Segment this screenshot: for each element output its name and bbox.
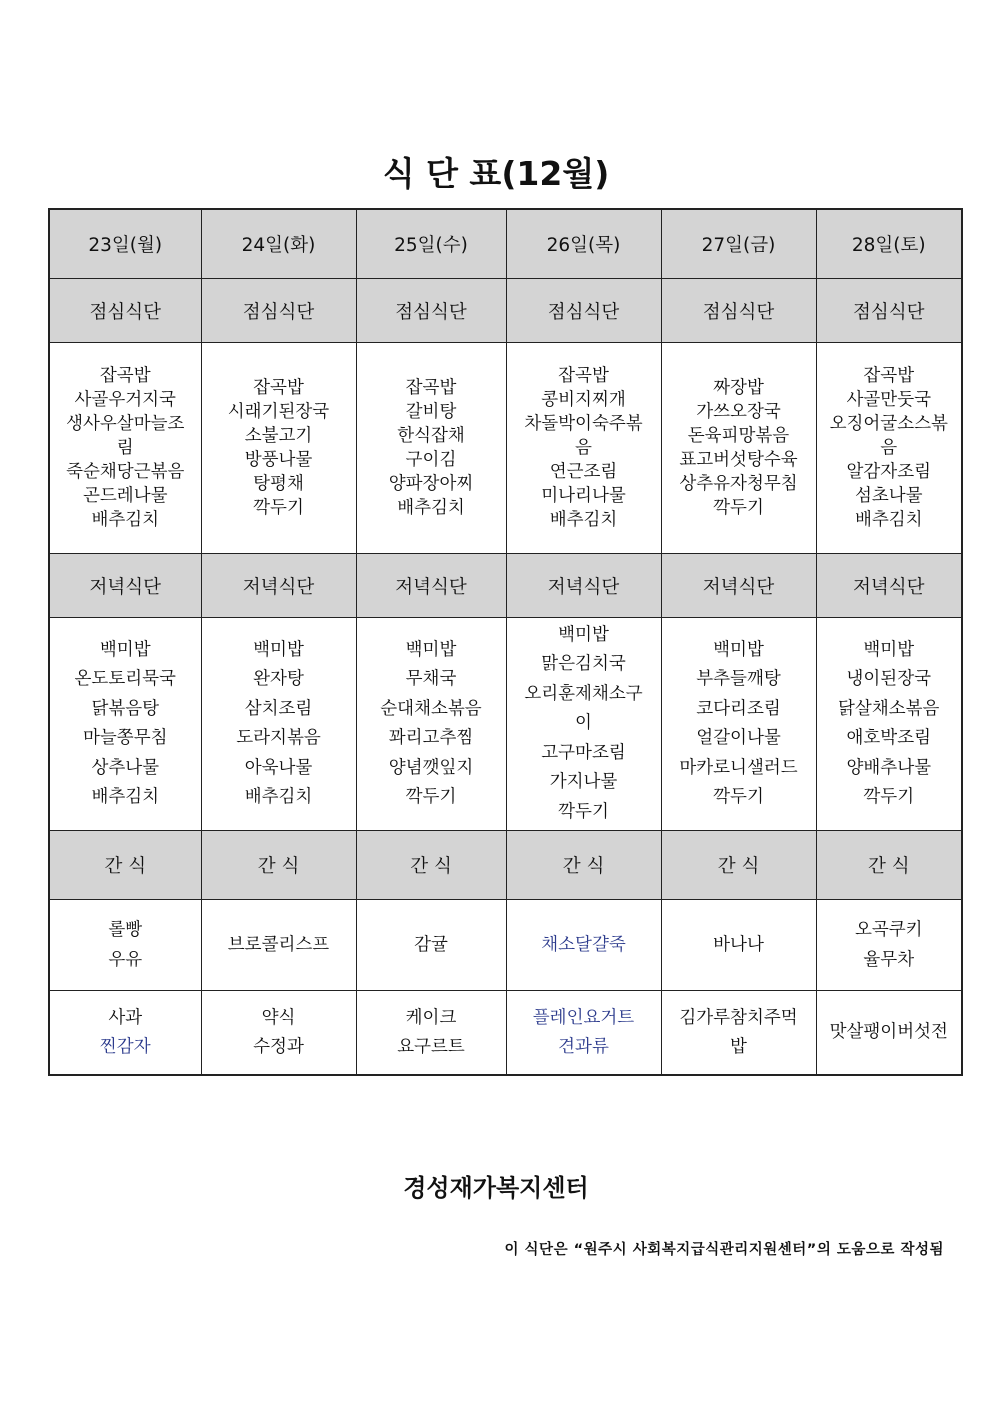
lunch-label: 점심식단 bbox=[201, 279, 356, 343]
menu-item: 김가루참치주먹 bbox=[679, 1007, 798, 1028]
menu-item: 배추김치 bbox=[549, 510, 618, 530]
menu-item: 곤드레나물 bbox=[82, 486, 168, 506]
menu-item: 백미밥 bbox=[405, 639, 457, 660]
page-title: 식 단 표(12월) bbox=[382, 154, 610, 193]
menu-item: 마늘쫑무침 bbox=[82, 728, 168, 748]
snack-row-2 bbox=[49, 991, 962, 1076]
menu-item: 잡곡밥 bbox=[99, 366, 151, 386]
snack-cell bbox=[49, 900, 201, 991]
menu-item: 코다리조림 bbox=[696, 698, 781, 719]
menu-table bbox=[48, 208, 963, 1076]
snack-cell bbox=[201, 900, 356, 991]
menu-item: 밥 bbox=[730, 1036, 747, 1057]
menu-item: 배추김치 bbox=[397, 498, 465, 518]
lunch-label: 점심식단 bbox=[816, 279, 962, 343]
menu-item: 깍두기 bbox=[863, 787, 915, 807]
snack-label: 간 식 bbox=[356, 831, 506, 900]
footnote: 이 식단은 “원주시 사회복지급식관리지원센터”의 도움으로 작성됨 bbox=[504, 1242, 944, 1258]
menu-item: 배추김치 bbox=[91, 510, 160, 530]
menu-item: 배추김치 bbox=[244, 787, 313, 807]
menu-item: 방풍나물 bbox=[244, 450, 313, 470]
menu-item: 아욱나물 bbox=[244, 757, 313, 778]
menu-item: 잡곡밥 bbox=[405, 378, 457, 398]
snack-cell bbox=[356, 900, 506, 991]
menu-item: 배추김치 bbox=[854, 510, 923, 530]
menu-item: 깍두기 bbox=[253, 498, 304, 518]
menu-item: 맛살팽이버섯전 bbox=[829, 1022, 948, 1042]
menu-item: 닭볶음탕 bbox=[91, 698, 160, 719]
snack-cell bbox=[49, 991, 201, 1076]
menu-item: 탕평채 bbox=[253, 474, 304, 494]
dinner-cell bbox=[356, 618, 506, 831]
menu-item: 가쓰오장국 bbox=[696, 402, 781, 422]
menu-item: 구이김 bbox=[405, 450, 457, 470]
menu-item: 오리훈제채소구 bbox=[524, 683, 643, 704]
menu-item: 사골만둣국 bbox=[846, 390, 932, 410]
day-header-row bbox=[49, 209, 962, 279]
dinner-label: 저녁식단 bbox=[201, 554, 356, 618]
snack-label: 간 식 bbox=[201, 831, 356, 900]
menu-item: 견과류 bbox=[558, 1036, 609, 1057]
lunch-cell bbox=[816, 343, 962, 554]
menu-item: 시래기된장국 bbox=[227, 402, 330, 422]
menu-item: 사골우거지국 bbox=[74, 390, 176, 410]
menu-item: 애호박조림 bbox=[846, 728, 932, 748]
menu-item: 한식잡채 bbox=[397, 426, 465, 446]
menu-item: 잡곡밥 bbox=[253, 378, 304, 398]
snack-cell bbox=[356, 991, 506, 1076]
lunch-label: 점심식단 bbox=[661, 279, 816, 343]
day-header: 28일(토) bbox=[816, 209, 962, 279]
dinner-label-row bbox=[49, 554, 962, 618]
snack-label: 간 식 bbox=[661, 831, 816, 900]
menu-item: 브로콜리스프 bbox=[227, 935, 330, 955]
menu-item: 양파장아찌 bbox=[388, 474, 474, 494]
menu-item: 깍두기 bbox=[713, 498, 764, 518]
menu-item: 잡곡밥 bbox=[558, 366, 609, 386]
snack-cell bbox=[661, 991, 816, 1076]
menu-item: 얼갈이나물 bbox=[696, 728, 781, 748]
center-name: 경성재가복지센터 bbox=[403, 1174, 589, 1202]
dinner-label: 저녁식단 bbox=[816, 554, 962, 618]
menu-item: 깍두기 bbox=[558, 801, 609, 822]
day-header: 26일(목) bbox=[506, 209, 661, 279]
menu-item: 율무차 bbox=[863, 950, 915, 970]
snack-cell bbox=[506, 900, 661, 991]
menu-item: 오곡쿠키 bbox=[854, 920, 923, 940]
lunch-label: 점심식단 bbox=[506, 279, 661, 343]
snack-cell bbox=[506, 991, 661, 1076]
dinner-label: 저녁식단 bbox=[661, 554, 816, 618]
menu-item: 차돌박이숙주볶 bbox=[524, 414, 643, 434]
lunch-cell bbox=[201, 343, 356, 554]
dinner-cell bbox=[49, 618, 201, 831]
day-header: 25일(수) bbox=[356, 209, 506, 279]
menu-item: 백미밥 bbox=[99, 639, 151, 660]
lunch-cell bbox=[506, 343, 661, 554]
menu-item: 마카로니샐러드 bbox=[679, 757, 798, 778]
menu-item: 가지나물 bbox=[549, 772, 618, 793]
menu-item: 짜장밥 bbox=[713, 378, 764, 398]
menu-item: 우유 bbox=[108, 950, 143, 970]
menu-item: 완자탕 bbox=[253, 669, 304, 689]
menu-item: 양배추나물 bbox=[846, 757, 932, 778]
day-header: 24일(화) bbox=[201, 209, 356, 279]
menu-item: 고구마조림 bbox=[541, 742, 626, 763]
snack-label: 간 식 bbox=[506, 831, 661, 900]
menu-item: 바나나 bbox=[713, 935, 764, 955]
snack-label: 간 식 bbox=[816, 831, 962, 900]
menu-item: 백미밥 bbox=[713, 639, 764, 660]
dinner-label: 저녁식단 bbox=[49, 554, 201, 618]
menu-item: 수정과 bbox=[253, 1036, 304, 1057]
day-header: 27일(금) bbox=[661, 209, 816, 279]
menu-item: 감귤 bbox=[414, 935, 448, 955]
snack-label: 간 식 bbox=[49, 831, 201, 900]
menu-item: 미나리나물 bbox=[541, 486, 626, 506]
lunch-label: 점심식단 bbox=[49, 279, 201, 343]
dinner-cell bbox=[506, 618, 661, 831]
snack-cell bbox=[201, 991, 356, 1076]
menu-item: 요구르트 bbox=[397, 1036, 465, 1057]
menu-item: 순대채소볶음 bbox=[380, 698, 482, 719]
menu-item: 표고버섯탕수육 bbox=[679, 450, 798, 470]
menu-item: 림 bbox=[116, 438, 134, 458]
dinner-label: 저녁식단 bbox=[506, 554, 661, 618]
menu-item: 냉이된장국 bbox=[846, 669, 932, 689]
menu-item: 연근조림 bbox=[549, 462, 618, 482]
menu-item: 꽈리고추찜 bbox=[388, 728, 474, 748]
dinner-cell bbox=[661, 618, 816, 831]
menu-item: 죽순채당근볶음 bbox=[66, 462, 185, 482]
menu-item: 깍두기 bbox=[713, 787, 764, 807]
menu-item: 닭살채소볶음 bbox=[838, 698, 940, 719]
lunch-cell bbox=[661, 343, 816, 554]
menu-item: 상추나물 bbox=[91, 757, 160, 778]
menu-item: 채소달걀죽 bbox=[541, 935, 626, 955]
menu-item: 온도토리묵국 bbox=[74, 669, 176, 689]
snack-cell bbox=[661, 900, 816, 991]
lunch-label: 점심식단 bbox=[356, 279, 506, 343]
lunch-row bbox=[49, 343, 962, 554]
menu-item: 찐감자 bbox=[99, 1036, 151, 1057]
lunch-cell bbox=[49, 343, 201, 554]
menu-item: 오징어굴소스볶 bbox=[829, 414, 948, 434]
menu-item: 삼치조림 bbox=[244, 698, 313, 719]
menu-item: 소불고기 bbox=[244, 426, 313, 446]
lunch-label-row bbox=[49, 279, 962, 343]
menu-item: 상추유자청무침 bbox=[679, 474, 798, 494]
menu-item: 생사우살마늘조 bbox=[66, 414, 185, 434]
menu-item: 음 bbox=[575, 438, 592, 458]
menu-item: 부추들깨탕 bbox=[696, 669, 781, 689]
dinner-row bbox=[49, 618, 962, 831]
menu-item: 잡곡밥 bbox=[863, 366, 915, 386]
snack-label-row bbox=[49, 831, 962, 900]
menu-item: 갈비탕 bbox=[405, 402, 457, 422]
menu-item: 플레인요거트 bbox=[532, 1007, 635, 1028]
menu-item: 돈육피망볶음 bbox=[687, 426, 790, 446]
menu-item: 섬초나물 bbox=[854, 486, 923, 506]
menu-item: 백미밥 bbox=[863, 639, 915, 660]
dinner-cell bbox=[816, 618, 962, 831]
menu-item: 배추김치 bbox=[91, 787, 160, 807]
menu-item: 백미밥 bbox=[253, 639, 304, 660]
menu-item: 무채국 bbox=[405, 669, 457, 689]
lunch-cell bbox=[356, 343, 506, 554]
menu-item: 도라지볶음 bbox=[236, 728, 321, 748]
dinner-label: 저녁식단 bbox=[356, 554, 506, 618]
dinner-cell bbox=[201, 618, 356, 831]
menu-item: 사과 bbox=[108, 1007, 143, 1028]
snack-cell bbox=[816, 900, 962, 991]
day-header: 23일(월) bbox=[49, 209, 201, 279]
menu-item: 백미밥 bbox=[558, 624, 609, 645]
menu-item: 알감자조림 bbox=[846, 462, 932, 482]
menu-item: 약식 bbox=[261, 1007, 296, 1028]
menu-item: 양념깻잎지 bbox=[388, 757, 474, 778]
menu-item: 깍두기 bbox=[405, 787, 457, 807]
menu-item: 케이크 bbox=[405, 1007, 457, 1028]
snack-row-1 bbox=[49, 900, 962, 991]
menu-item: 맑은김치국 bbox=[541, 654, 626, 675]
menu-item: 콩비지찌개 bbox=[541, 390, 626, 410]
menu-item: 음 bbox=[880, 438, 898, 458]
snack-cell bbox=[816, 991, 962, 1076]
menu-item: 이 bbox=[575, 713, 592, 734]
menu-item: 롤빵 bbox=[108, 920, 143, 940]
